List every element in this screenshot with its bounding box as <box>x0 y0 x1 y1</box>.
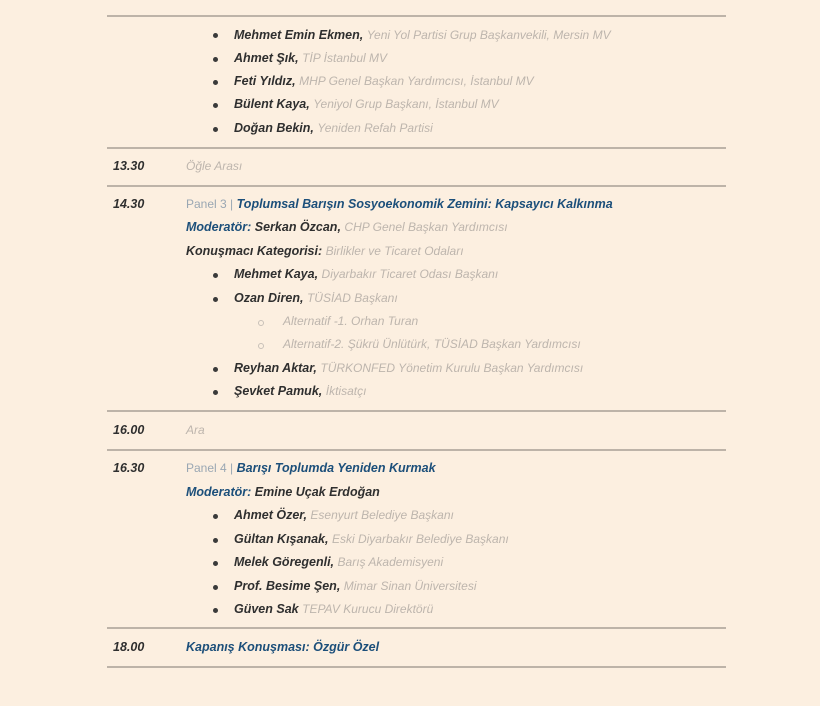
alternative-item: Alternatif-2. Şükrü Ünlütürk, TÜSİAD Başkan Yardımcısı <box>283 337 581 351</box>
time-label: 18.00 <box>113 640 145 654</box>
speaker-name: Doğan Bekin, <box>234 121 314 135</box>
speaker-role: Mimar Sinan Üniversitesi <box>343 579 477 593</box>
bullet-icon <box>213 367 218 372</box>
speaker-name: Ahmet Özer, <box>234 508 307 522</box>
speaker-name: Melek Göregenli, <box>234 555 335 569</box>
moderator-label: Moderatör: <box>186 485 252 499</box>
speaker-name: Prof. Besime Şen, <box>234 579 341 593</box>
moderator-label: Moderatör: <box>186 220 252 234</box>
speaker-role: TÜSİAD Başkanı <box>306 291 398 305</box>
panel-label: Panel 3 | <box>186 197 234 211</box>
closing-speaker: Özgür Özel <box>313 640 380 654</box>
closing-label: Kapanış Konuşması: <box>186 640 310 654</box>
list-item <box>234 532 509 546</box>
list-item <box>234 28 611 42</box>
bullet-icon <box>213 608 218 613</box>
panel4-moderator <box>186 485 380 499</box>
bullet-icon <box>213 273 218 278</box>
speaker-role: Esenyurt Belediye Başkanı <box>310 508 454 522</box>
speaker-role: Yeniden Refah Partisi <box>317 121 433 135</box>
list-item <box>234 267 498 281</box>
speaker-name: Feti Yıldız, <box>234 74 296 88</box>
list-item <box>234 361 583 375</box>
list-item <box>234 579 476 593</box>
speaker-name: Reyhan Aktar, <box>234 361 317 375</box>
sub-bullet-icon <box>258 343 264 349</box>
moderator-role: CHP Genel Başkan Yardımcısı <box>344 220 508 234</box>
speaker-role: Yeni Yol Partisi Grup Başkanvekili, Mersin MV <box>366 28 611 42</box>
list-item <box>234 74 534 88</box>
divider <box>107 666 726 668</box>
bullet-icon <box>213 538 218 543</box>
bullet-icon <box>213 127 218 132</box>
moderator-name: Serkan Özcan, <box>254 220 341 234</box>
category-label: Konuşmacı Kategorisi: <box>186 244 323 258</box>
bullet-icon <box>213 561 218 566</box>
speaker-role: Diyarbakır Ticaret Odası Başkanı <box>321 267 499 281</box>
list-item <box>234 121 433 135</box>
speaker-role: TİP İstanbul MV <box>302 51 388 65</box>
panel-title: Barışı Toplumda Yeniden Kurmak <box>236 461 436 475</box>
speaker-role: TÜRKONFED Yönetim Kurulu Başkan Yardımcısı <box>320 361 584 375</box>
panel-title: Toplumsal Barışın Sosyoekonomik Zemini: Kapsayıcı Kalkınma <box>236 197 613 211</box>
panel3-heading <box>186 197 613 211</box>
panel3-category <box>186 244 464 258</box>
moderator-name: Emine Uçak Erdoğan <box>254 485 380 499</box>
time-label: 16.30 <box>113 461 145 475</box>
bullet-icon <box>213 33 218 38</box>
speaker-role: Barış Akademisyeni <box>337 555 444 569</box>
speaker-role: Eski Diyarbakır Belediye Başkanı <box>331 532 509 546</box>
speaker-name: Mehmet Emin Ekmen, <box>234 28 364 42</box>
bullet-icon <box>213 585 218 590</box>
speaker-name: Ahmet Şık, <box>234 51 299 65</box>
category-value: Birlikler ve Ticaret Odaları <box>325 244 464 258</box>
bullet-icon <box>213 103 218 108</box>
bullet-icon <box>213 390 218 395</box>
divider <box>107 410 726 412</box>
list-item <box>234 602 433 616</box>
speaker-role: Yeniyol Grup Başkanı, İstanbul MV <box>313 97 499 111</box>
sub-bullet-icon <box>258 320 264 326</box>
bullet-icon <box>213 514 218 519</box>
panel4-heading <box>186 461 436 475</box>
panel-label: Panel 4 | <box>186 461 234 475</box>
speaker-role: MHP Genel Başkan Yardımcısı, İstanbul MV <box>299 74 534 88</box>
bullet-icon <box>213 297 218 302</box>
time-label: 13.30 <box>113 159 145 173</box>
panel3-moderator <box>186 220 508 234</box>
list-item <box>234 555 443 569</box>
divider <box>107 185 726 187</box>
divider <box>107 147 726 149</box>
list-item <box>234 97 499 111</box>
speaker-name: Şevket Pamuk, <box>234 384 323 398</box>
speaker-role: İktisatçı <box>325 384 367 398</box>
list-item <box>234 508 454 522</box>
speaker-name: Gültan Kışanak, <box>234 532 329 546</box>
time-label: 16.00 <box>113 423 145 437</box>
speaker-name: Ozan Diren, <box>234 291 304 305</box>
lunch-label: Öğle Arası <box>186 159 243 173</box>
divider <box>107 449 726 451</box>
list-item <box>234 384 366 398</box>
speaker-role: TEPAV Kurucu Direktörü <box>302 602 434 616</box>
divider <box>107 627 726 629</box>
list-item <box>234 291 398 305</box>
speaker-name: Güven Sak <box>234 602 299 616</box>
closing-speech <box>186 640 379 654</box>
bullet-icon <box>213 57 218 62</box>
alternative-item: Alternatif -1. Orhan Turan <box>283 314 419 328</box>
speaker-name: Mehmet Kaya, <box>234 267 319 281</box>
break-label: Ara <box>186 423 205 437</box>
speaker-name: Bülent Kaya, <box>234 97 310 111</box>
list-item <box>234 51 387 65</box>
bullet-icon <box>213 80 218 85</box>
divider <box>107 15 726 17</box>
time-label: 14.30 <box>113 197 145 211</box>
